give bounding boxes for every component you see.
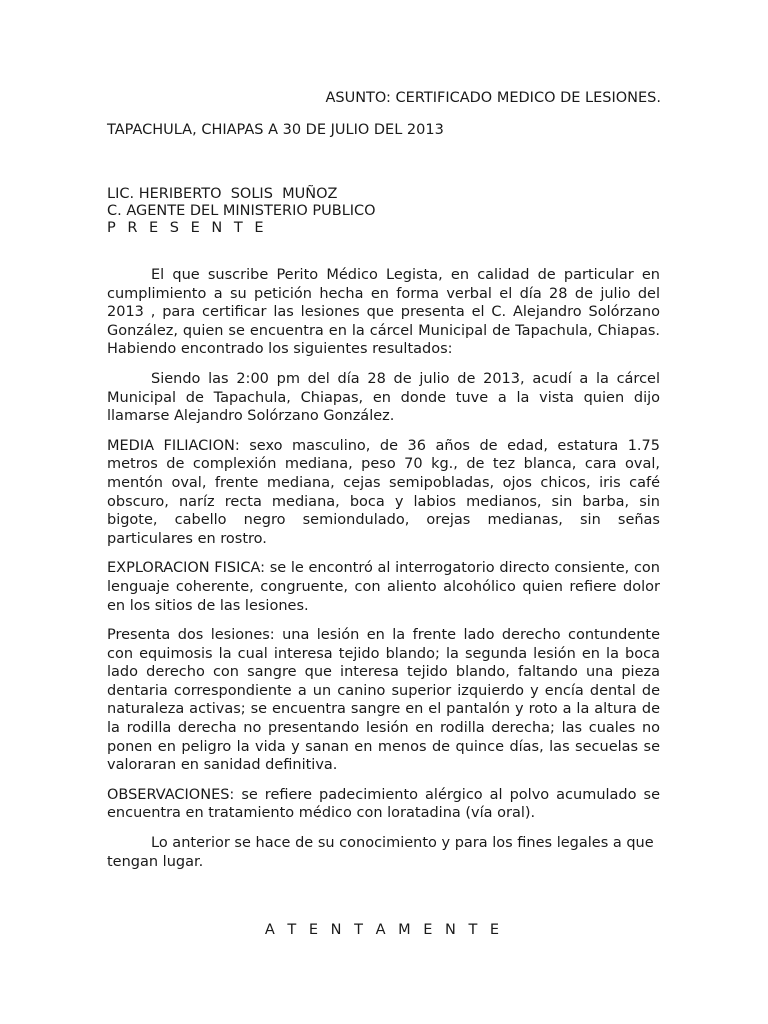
paragraph-visit: Siendo las 2:00 pm del día 28 de julio de 2013, acudí a la cárcel Municipal de Tapachula, Chiapas, en donde tuve a la vista quien dijo llamarse Alejandro Solórzano González. <box>107 370 660 425</box>
document-body <box>107 266 660 882</box>
paragraph-observaciones: OBSERVACIONES: se refiere padecimiento alérgico al polvo acumulado se encuentra en tratamiento médico con loratadina (vía oral). <box>107 786 660 822</box>
paragraph-lesiones: Presenta dos lesiones: una lesión en la frente lado derecho contundente con equimosis la cual interesa tejido blando; la segunda lesión en la boca lado derecho con sangre que interesa tejido blando, faltando una pieza dentaria correspondiente a un canino superior izquierdo y encía dental de naturaleza activas; se encuentra sangre en el pantalón y roto a la altura de la rodilla derecha no presentando lesión en rodilla derecha; las cuales no ponen en peligro la vida y sanan en menos de quince días, las secuelas se valoraran en sanidad definitiva. <box>107 627 660 774</box>
recipient-title: C. AGENTE DEL MINISTERIO PUBLICO <box>107 203 376 219</box>
paragraph-closing: Lo anterior se hace de su conocimiento y para los fines legales a que tengan lugar. <box>107 835 654 870</box>
recipient-name: LIC. HERIBERTO SOLIS MUÑOZ <box>107 186 338 202</box>
paragraph-exploracion-fisica: EXPLORACION FISICA: se le encontró al interrogatorio directo consiente, con lenguaje coherente, congruente, con aliento alcohólico quien refiere dolor en los sitios de las lesiones. <box>107 560 660 614</box>
place-date-line: TAPACHULA, CHIAPAS A 30 DE JULIO DEL 2013 <box>107 122 444 138</box>
recipient-block <box>107 186 376 237</box>
closing-salutation: A T E N T A M E N T E <box>264 922 504 938</box>
paragraph-intro: El que suscribe Perito Médico Legista, en calidad de particular en cumplimiento a su petición hecha en forma verbal el día 28 de julio del 2013 , para certificar las lesiones que presenta el C. Alejandro Solórzano González, quien se encuentra en la cárcel Municipal de Tapachula, Chiapas. Habiendo encontrado los siguientes resultados: <box>107 267 660 358</box>
presente-line: P R E S E N T E <box>107 220 267 236</box>
paragraph-media-filiacion: MEDIA FILIACION: sexo masculino, de 36 años de edad, estatura 1.75 metros de complexión mediana, peso 70 kg., de tez blanca, cara oval, mentón oval, frente mediana, cejas semipobladas, ojos chicos, iris café obscuro, naríz recta mediana, boca y labios medianos, sin barba, sin bigote, cabello negro semiondulado, orejas medianas, sin señas particulares en rostro. <box>107 437 660 547</box>
subject-line: ASUNTO: CERTIFICADO MEDICO DE LESIONES. <box>325 90 661 106</box>
